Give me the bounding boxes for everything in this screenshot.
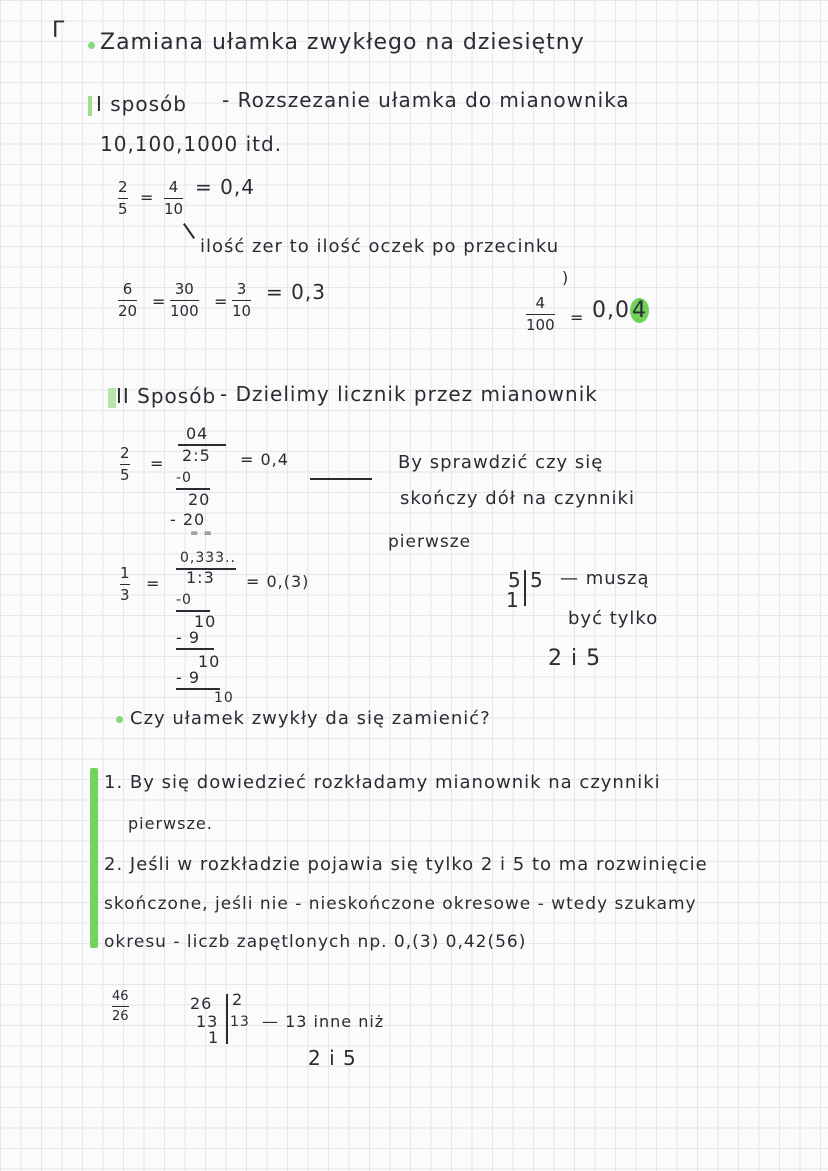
example-factor-bottom: 1: [208, 1028, 220, 1047]
div2-fraction-1-3: 1 3: [120, 564, 130, 604]
ex1-fraction-4-10: 4 10: [164, 178, 184, 218]
factor-mid: 5: [530, 568, 544, 592]
factor-note3: 2 i 5: [548, 646, 602, 671]
step2-line3: okresu - liczb zapętlonych np. 0,(3) 0,42(56): [104, 932, 527, 952]
equals-sign: =: [146, 574, 161, 593]
equals-sign: =: [150, 454, 165, 473]
example-factor-top-left: 26: [190, 994, 213, 1013]
factor-vertical: [524, 570, 526, 606]
div1-result: = 0,4: [240, 450, 289, 469]
note-arrow: [183, 223, 195, 239]
equals-sign: =: [152, 292, 167, 311]
side-note-line3: pierwsze: [388, 532, 472, 552]
div1-step2: - 20: [170, 510, 206, 529]
equals-sign: =: [214, 292, 229, 311]
method1-highlight: [88, 96, 92, 116]
equals-sign: =: [140, 188, 155, 207]
ex3-result: 0,04: [592, 298, 647, 323]
step2-line1: 2. Jeśli w rozkładzie pojawia się tylko 2 i 5 to ma rozwinięcie: [104, 854, 708, 875]
arrow-line: [310, 478, 372, 480]
ex2-result: = 0,3: [266, 280, 326, 304]
div2-quotient: 0,333..: [180, 550, 236, 566]
method1-heading2: 10,100,1000 itd.: [100, 132, 283, 156]
div2-step3: - 9: [176, 668, 201, 687]
method2-label: II Sposób: [116, 384, 217, 408]
side-note-line2: skończy dół na czynniki: [400, 488, 635, 509]
step1-line1: 1. By się dowiedzieć rozkładamy mianownik na czynniki: [104, 772, 661, 793]
div1-fraction-2-5: 2 5: [120, 444, 130, 484]
ex2-fraction-6-20: 6 20: [118, 280, 138, 320]
example-factor-mid-left: 13: [196, 1012, 219, 1031]
page-title: Zamiana ułamka zwykłego na dziesiętny: [100, 30, 585, 55]
question: Czy ułamek zwykły da się zamienić?: [130, 708, 491, 729]
ex2-fraction-30-100: 30 100: [170, 280, 199, 320]
example-factor-vertical: [226, 994, 228, 1044]
factor-top: 5: [508, 568, 522, 592]
example-note2: 2 i 5: [308, 1046, 357, 1070]
method2-highlight: [108, 388, 116, 408]
steps-highlight-bar: [90, 768, 98, 948]
factor-note2: być tylko: [568, 608, 659, 629]
div2-step1: -0: [176, 592, 192, 608]
bracket-mark: ): [562, 268, 570, 287]
method2-heading: - Dzielimy licznik przez mianownik: [220, 382, 598, 406]
div2-rule2: [176, 648, 214, 650]
div2-rem2: 10: [198, 652, 221, 671]
div1-step1: -0: [176, 470, 192, 486]
div1-quotient: 04: [186, 424, 209, 443]
div2-rem1: 10: [194, 612, 217, 631]
title-bullet: [88, 42, 95, 49]
ex2-fraction-3-10: 3 10: [232, 280, 252, 320]
example-factor-mid-right: 13: [230, 1014, 250, 1030]
step2-line2: skończone, jeśli nie - nieskończone okresowe - wtedy szukamy: [104, 894, 697, 914]
zeros-note: ilość zer to ilość oczek po przecinku: [200, 236, 560, 257]
factor-bottom: 1: [506, 588, 520, 612]
equals-sign: =: [570, 308, 585, 327]
question-bullet: [116, 716, 123, 723]
ex1-result: = 0,4: [195, 175, 255, 199]
ex3-fraction-4-100: 4 100: [526, 294, 555, 334]
ex1-fraction-2-5: 2 5: [118, 178, 128, 218]
example-factor-top-right: 2: [232, 990, 244, 1009]
example-note: — 13 inne niż: [262, 1012, 385, 1031]
div2-step2: - 9: [176, 628, 201, 647]
example-fraction-46-26: 46 26: [112, 989, 129, 1024]
method1-label: I sposób: [96, 92, 187, 116]
factor-note1: — muszą: [560, 568, 650, 589]
step1-line2: pierwsze.: [128, 814, 213, 833]
side-note-line1: By sprawdzić czy się: [398, 452, 604, 473]
div2-rem3: 10: [214, 690, 234, 706]
div1-expression: 2:5: [182, 446, 211, 465]
div1-remainder: 20: [188, 490, 211, 509]
div2-result: = 0,(3): [246, 572, 310, 591]
method1-heading: - Rozszezanie ułamka do mianownika: [222, 88, 630, 112]
corner-mark: Γ: [52, 18, 66, 43]
div1-eq: = =: [190, 528, 213, 539]
div2-expression: 1:3: [186, 568, 215, 587]
